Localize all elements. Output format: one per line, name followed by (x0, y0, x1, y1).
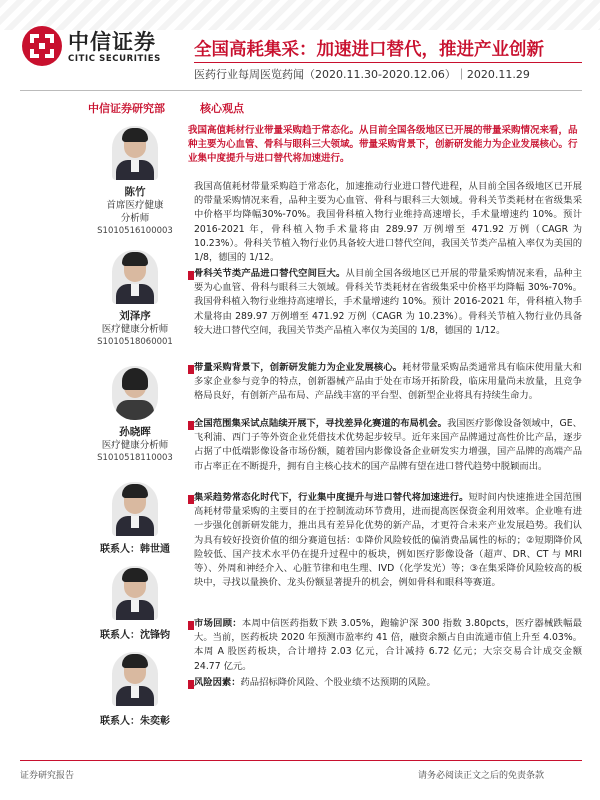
paragraph (194, 361, 582, 404)
paragraph-text: 耗材带量采购品类通常具有临床使用量大和多家企业参与竞争的特点，创新器械产品由于处在市场开拓阶段，临床用量尚未放量，且竞争格局良好，有创新产品布局、产品线丰富的平台型、创新型企业将具有持续生命力。 (194, 362, 582, 402)
analyst-role: 首席医疗健康 (106, 200, 164, 211)
paragraph (194, 417, 582, 474)
analyst-name: 刘泽序 (119, 310, 151, 322)
analyst-id: S1010518060001 (97, 337, 173, 347)
avatar (112, 126, 158, 180)
contact-name: 联系人：韩世通 (100, 544, 170, 555)
header-rule (194, 62, 582, 63)
contact-card (70, 482, 200, 536)
analyst-card (70, 250, 200, 348)
paragraph-lead: 市场回顾： (194, 618, 242, 629)
contact-name: 联系人：朱奕彰 (100, 716, 170, 727)
analyst-role: 医疗健康分析师 (101, 440, 169, 451)
paragraph-lead: 风险因素： (194, 677, 241, 688)
contact-card (70, 566, 200, 620)
paragraph (194, 491, 582, 590)
sidebar-title: 中信证券研究部 (88, 102, 165, 115)
paragraph-text: 短时间内快速推进全国范围高耗材带量采购的主要目的在于控制流动环节费用，进而提高医保资金利用效率。企业唯有进一步强化创新研发能力，推出具有差异化优势的新产品，才更符合未来产业发展趋势。我们认为具有较好投资价值的细分赛道包括：①降价风险较低的偏消费品属性的标的；②短期降价风险较低、国产技术水平仍在提升过程中的板块，例如医疗影像设备（超声、DR、CT 与 MRI 等）、外周和神经介入、心脏节律和电生理、IVD（化学发光）等；③在集采降价风险较高的板块中，寻找以量换价、龙头份额显著提升的机会，例如骨科和眼科等赛道。 (194, 492, 582, 589)
analyst-id: S1010516100003 (97, 226, 173, 236)
avatar (112, 250, 158, 304)
paragraph (194, 180, 582, 265)
paragraph (194, 267, 582, 338)
avatar (112, 366, 158, 420)
analyst-card (70, 366, 200, 464)
report-title: 全国高耗集采：加速进口替代，推进产业创新 (194, 40, 544, 60)
paragraph (194, 676, 582, 690)
analyst-role: 医疗健康分析师 (101, 324, 169, 335)
footer-rule (20, 760, 582, 761)
analyst-name: 孙晓晖 (119, 426, 151, 438)
paragraph-text: 我国高值耗材带量采购趋于常态化，加速推动行业进口替代进程，从目前全国各级地区已开展的带量采购情况来看，品种主要为心血管、骨科与眼科三大领域。骨科关节类耗材在省级集采中价格平均降幅30%-70%。我国骨科植入物行业维持高速增长，手术量增速约 10%。预计 2016-2021 年，骨科植入物手术量将由 289.97 万例增至 471.92 万例（CAGR 为 10.23%）。骨科关节植入物行业仍具备较大进口替代空间，我国关节类产品植入率仅为美国的 1/8，德国的 1/12。 (194, 181, 582, 264)
contact-name: 联系人：沈锋钧 (100, 630, 170, 641)
avatar (112, 482, 158, 536)
contact-card (70, 652, 200, 706)
paragraph-lead: 集采趋势常态化时代下，行业集中度提升与进口替代将加速进行。 (194, 492, 469, 503)
analyst-card (70, 126, 200, 237)
report-subtitle: 医药行业每周医览药闻（2020.11.30-2020.12.06）｜2020.11.29 (194, 68, 530, 81)
paragraph-lead: 全国范围集采试点陆续开展下，寻找差异化赛道的布局机会。 (194, 418, 448, 429)
analyst-id: S1010518110003 (97, 453, 173, 463)
summary-text: 我国高值耗材行业带量采购趋于常态化。从目前全国各级地区已开展的带量采购情况来看，品种主要为心血管、骨科与眼科三大领域。带量采购背景下，创新研发能力为企业发展核心。行业集中度提升与进口替代将加速进行。 (188, 125, 578, 164)
paragraph-lead: 骨科关节类产品进口替代空间巨大。 (194, 268, 346, 279)
paragraph-text: 药品招标降价风险、个股业绩不达预期的风险。 (240, 677, 436, 688)
paragraph-text: 本周中信医药指数下跌 3.05%，跑输沪深 300 指数 3.80pcts，医疗器械跌幅最大。当前，医药板块 2020 年预测市盈率约 41 倍，融资余额占自由流通市值上升至 4.03%。本周 A 股医药板块，合计增持 2.03 亿元，合计减持 6.72 亿元；大宗交易合计成交金额 24.77 亿元。 (194, 618, 582, 672)
citic-emblem-icon (20, 24, 64, 68)
avatar (112, 566, 158, 620)
logo-text-en: CITIC SECURITIES (68, 54, 161, 64)
footer-label: 证券研究报告 (20, 771, 75, 781)
section-divider (20, 90, 582, 91)
paragraph-text: 我国医疗影像设备领域中，GE、飞利浦、西门子等外资企业凭借技术优势起步较早。近年来国产品牌通过高性价比产品，逐步占据了中低端影像设备市场份额，随着国内影像设备企业研发实力增强，国产品牌的高端产品市占率正在不断提升，拥有自主核心技术的国产品牌有望在进口替代趋势中脱颖而出。 (194, 418, 582, 472)
logo-text-cn: 中信证券 (68, 30, 156, 54)
paragraph-text: 从目前全国各级地区已开展的带量采购情况来看，品种主要为心血管、骨科与眼科三大领域。骨科关节类耗材在省级集采中价格平均降幅 30%-70%。我国骨科植入物行业维持高速增长，手术量增速约 10%。预计 2016-2021 年，骨科植入物手术量将由 289.97 万例增至 471.92 万例（CAGR 为 10.23%）。骨科关节植入物行业仍具备较大进口替代空间，我国关节类产品植入率仅为美国的 1/8，德国的 1/12。 (194, 268, 582, 336)
citic-logo (20, 22, 180, 82)
analyst-role-line2: 分析师 (120, 213, 150, 224)
section-title: 核心观点 (200, 102, 244, 115)
avatar (112, 652, 158, 706)
footer-disclaimer: 请务必阅读正文之后的免责条款 (418, 771, 545, 781)
paragraph (194, 617, 582, 674)
paragraph-lead: 带量采购背景下，创新研发能力为企业发展核心。 (194, 362, 403, 373)
analyst-name: 陈竹 (124, 186, 146, 198)
